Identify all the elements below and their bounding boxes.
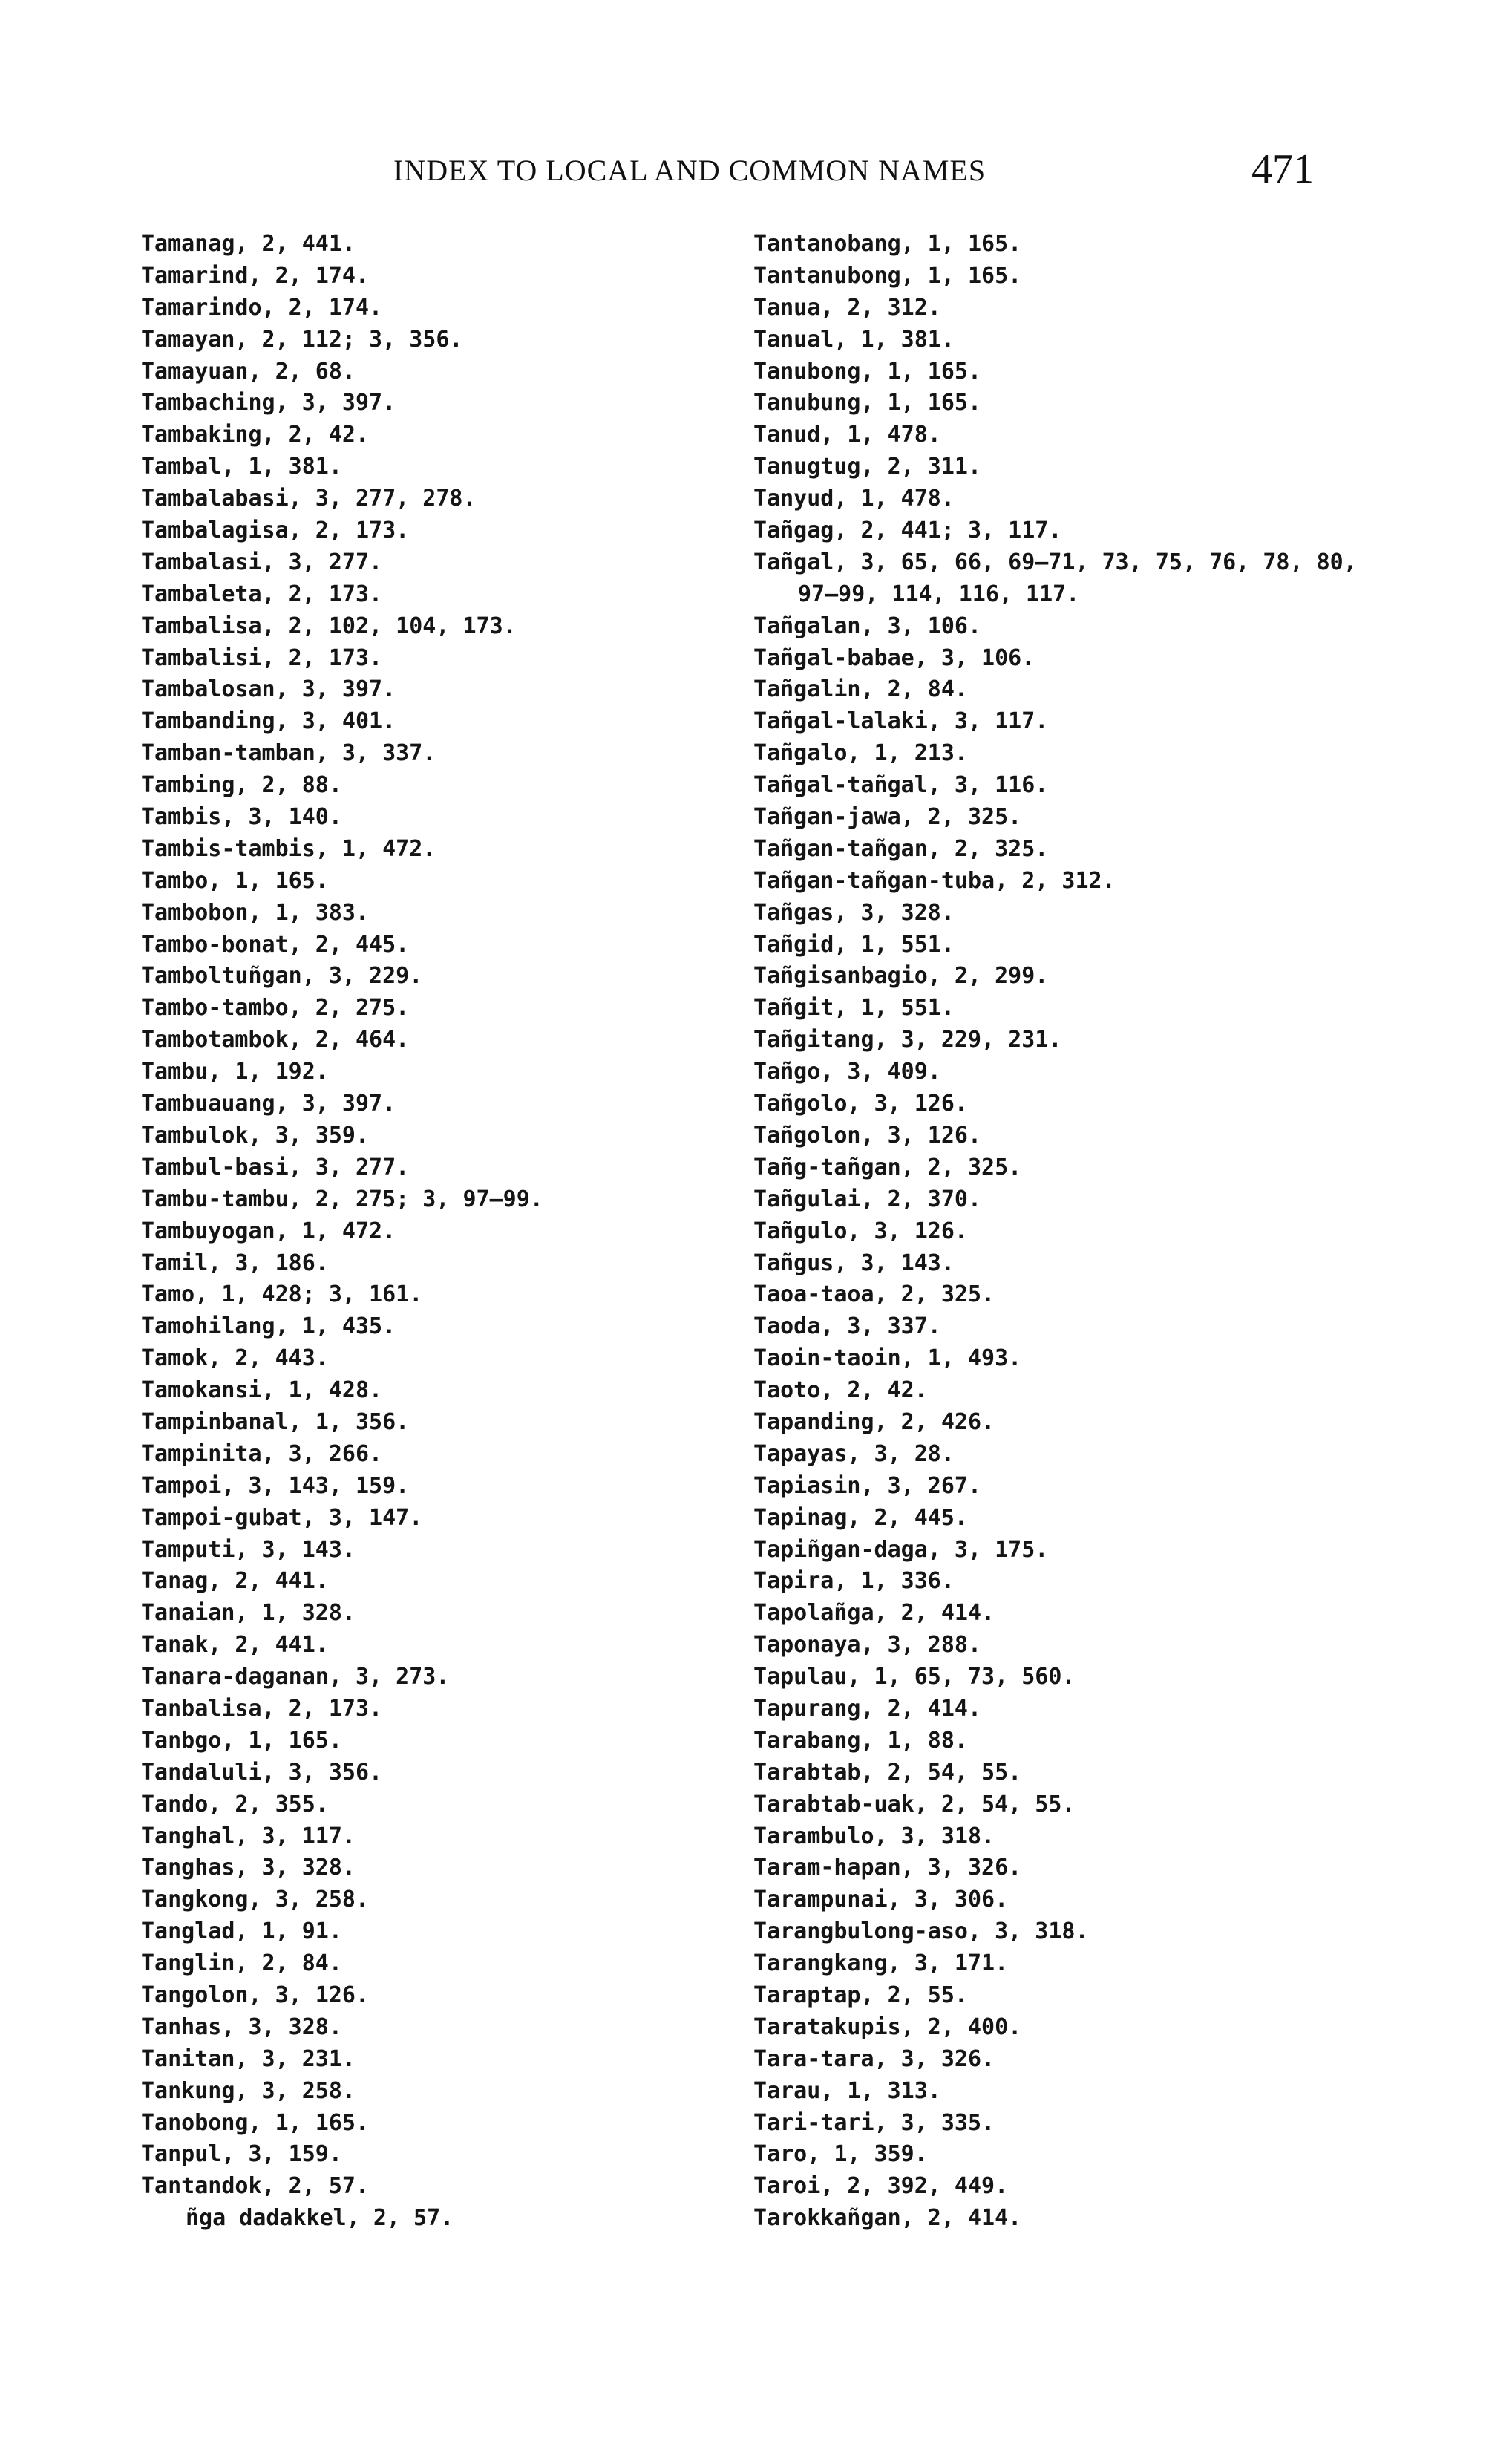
index-entry: Tañgalo, 1, 213.: [753, 740, 968, 767]
index-entry: Tambanding, 3, 401.: [141, 708, 396, 735]
index-entry: Tambalagisa, 2, 173.: [141, 517, 410, 544]
index-entry: Tapayas, 3, 28.: [753, 1440, 955, 1467]
index-entry: Tarabang, 1, 88.: [753, 1727, 968, 1754]
index-entry: Tapiñgan-daga, 3, 175.: [753, 1536, 1049, 1563]
index-entry: Tamo, 1, 428; 3, 161.: [141, 1281, 423, 1308]
index-entry: Tambuauang, 3, 397.: [141, 1091, 396, 1117]
index-entry: Tambis-tambis, 1, 472.: [141, 835, 436, 862]
index-entry: Tañgo, 3, 409.: [753, 1059, 941, 1085]
index-entry: Tanglin, 2, 84.: [141, 1950, 342, 1977]
index-entry: Tankung, 3, 258.: [141, 2077, 356, 2104]
index-entry: Tampinbanal, 1, 356.: [141, 1408, 410, 1435]
index-entry: Tanaian, 1, 328.: [141, 1600, 356, 1627]
index-entry: Tarampunai, 3, 306.: [753, 1886, 1009, 1913]
index-entry: Taoto, 2, 42.: [753, 1377, 928, 1404]
index-entry: Tambalisa, 2, 102, 104, 173.: [141, 612, 517, 639]
index-entry: Tamayuan, 2, 68.: [141, 358, 356, 385]
page-title: INDEX TO LOCAL AND COMMON NAMES: [393, 154, 986, 187]
index-entry: Taratakupis, 2, 400.: [753, 2013, 1022, 2040]
page-header: [0, 146, 1512, 205]
index-entry: Tari-tari, 3, 335.: [753, 2109, 995, 2136]
index-entry: Tañgulo, 3, 126.: [753, 1218, 968, 1244]
index-entry: Tañgan-jawa, 2, 325.: [753, 804, 1022, 831]
index-entry: Tapurang, 2, 414.: [753, 1695, 982, 1722]
index-entry: Tambaching, 3, 397.: [141, 390, 396, 416]
index-entry: Tampoi, 3, 143, 159.: [141, 1472, 410, 1499]
index-entry: Tanara-daganan, 3, 273.: [141, 1664, 450, 1690]
index-entry: Tañgus, 3, 143.: [753, 1250, 955, 1276]
index-entry: Tambo, 1, 165.: [141, 867, 329, 894]
index-entry: Tarangbulong-aso, 3, 318.: [753, 1918, 1089, 1945]
index-entry: Tanghas, 3, 328.: [141, 1855, 356, 1881]
index-entry: Tanud, 1, 478.: [753, 422, 941, 448]
index-entry: Tando, 2, 355.: [141, 1791, 329, 1817]
index-entry: Tambal, 1, 381.: [141, 454, 342, 480]
index-entry: Tañgalan, 3, 106.: [753, 612, 982, 639]
index-entry: Tanak, 2, 441.: [141, 1632, 329, 1659]
index-entry: Tantanobang, 1, 165.: [753, 231, 1022, 257]
index-entry: Tapinag, 2, 445.: [753, 1504, 968, 1531]
index-entry: Tamil, 3, 186.: [141, 1250, 329, 1276]
index-entry: Tandaluli, 3, 356.: [141, 1759, 383, 1786]
index-entry: Tarokkañgan, 2, 414.: [753, 2205, 1022, 2232]
index-entry: Tamokansi, 1, 428.: [141, 1377, 383, 1404]
index-entry: Tanugtug, 2, 311.: [753, 454, 982, 480]
index-entry: Tarambulo, 3, 318.: [753, 1823, 995, 1849]
index-entry: Tapiasin, 3, 267.: [753, 1472, 982, 1499]
index-entry: Tambotambok, 2, 464.: [141, 1027, 410, 1054]
index-entry: Tambalabasi, 3, 277, 278.: [141, 486, 477, 512]
index-entry: Tamanag, 2, 441.: [141, 231, 356, 257]
index-entry: Tara-tara, 3, 326.: [753, 2045, 995, 2072]
index-entry: Tanghal, 3, 117.: [141, 1823, 356, 1849]
index-entry: Tambaking, 2, 42.: [141, 422, 370, 448]
index-entry: Tañgitang, 3, 229, 231.: [753, 1027, 1062, 1054]
index-entry: Tanhas, 3, 328.: [141, 2013, 342, 2040]
index-entry: Tanitan, 3, 231.: [141, 2045, 356, 2072]
index-entry: Tangkong, 3, 258.: [141, 1886, 370, 1913]
index-entry: Tarabtab, 2, 54, 55.: [753, 1759, 1022, 1786]
index-entry: Taoin-taoin, 1, 493.: [753, 1345, 1022, 1372]
index-entry: Tambo-tambo, 2, 275.: [141, 995, 410, 1022]
index-entry: Tañgalin, 2, 84.: [753, 676, 968, 703]
index-entry: Tañgan-tañgan-tuba, 2, 312.: [753, 867, 1116, 894]
index-entry: Tantandok, 2, 57.: [141, 2173, 370, 2200]
index-entry: Taponaya, 3, 288.: [753, 1632, 982, 1659]
index-entry: Tañgal-babae, 3, 106.: [753, 644, 1035, 671]
index-entry: Tambo-bonat, 2, 445.: [141, 931, 410, 958]
index-entry: Tamohilang, 1, 435.: [141, 1313, 396, 1340]
index-entry: Tañgal, 3, 65, 66, 69–71, 73, 75, 76, 78, 80,: [753, 549, 1357, 575]
index-entry: Tañgit, 1, 551.: [753, 995, 955, 1022]
left-index-column: [141, 229, 750, 2235]
index-entry: Tanubung, 1, 165.: [753, 390, 982, 416]
index-entry: Tangolon, 3, 126.: [141, 1982, 370, 2008]
index-entry: Tañgolo, 3, 126.: [753, 1091, 968, 1117]
index-entry: Tañgolon, 3, 126.: [753, 1122, 982, 1149]
index-entry: Taram-hapan, 3, 326.: [753, 1855, 1022, 1881]
index-entry: Taro, 1, 359.: [753, 2141, 928, 2168]
index-entry: Taraptap, 2, 55.: [753, 1982, 968, 2008]
index-entry: Tanual, 1, 381.: [753, 326, 955, 353]
index-entry: Tanbgo, 1, 165.: [141, 1727, 342, 1754]
index-entry: Tanpul, 3, 159.: [141, 2141, 342, 2168]
index-entry: Tambu, 1, 192.: [141, 1059, 329, 1085]
index-entry: Tarau, 1, 313.: [753, 2077, 941, 2104]
index-entry: Tañgas, 3, 328.: [753, 899, 955, 926]
index-entry: Tambulok, 3, 359.: [141, 1122, 370, 1149]
index-entry: Tarangkang, 3, 171.: [753, 1950, 1009, 1977]
index-entry: Tapira, 1, 336.: [753, 1568, 955, 1595]
index-entry: Tamarind, 2, 174.: [141, 262, 370, 289]
index-entry: Taoda, 3, 337.: [753, 1313, 941, 1340]
index-entry: Tanglad, 1, 91.: [141, 1918, 342, 1945]
index-entry: Tambis, 3, 140.: [141, 804, 342, 831]
index-entry: Tanbalisa, 2, 173.: [141, 1695, 383, 1722]
index-entry: Tambuyogan, 1, 472.: [141, 1218, 396, 1244]
index-entry: Tamboltuñgan, 3, 229.: [141, 963, 423, 990]
index-entry: Tañgan-tañgan, 2, 325.: [753, 835, 1049, 862]
index-entry: Tañgal-lalaki, 3, 117.: [753, 708, 1049, 735]
index-entry: Tanobong, 1, 165.: [141, 2109, 370, 2136]
index-entry: Tapulau, 1, 65, 73, 560.: [753, 1664, 1076, 1690]
index-entry: Tanubong, 1, 165.: [753, 358, 982, 385]
index-entry: Tañg-tañgan, 2, 325.: [753, 1154, 1022, 1180]
index-entry: Taoa-taoa, 2, 325.: [753, 1281, 995, 1308]
index-entry: Tambalasi, 3, 277.: [141, 549, 383, 575]
index-entry: Tantanubong, 1, 165.: [753, 262, 1022, 289]
index-entry: Tambaleta, 2, 173.: [141, 581, 383, 607]
page-number: 471: [1251, 146, 1314, 192]
index-entry: Tanag, 2, 441.: [141, 1568, 329, 1595]
right-index-column: [753, 229, 1496, 2235]
index-entry: Tambalisi, 2, 173.: [141, 644, 383, 671]
index-entry: Tañgulai, 2, 370.: [753, 1186, 982, 1212]
index-entry: Tambul-basi, 3, 277.: [141, 1154, 410, 1180]
index-entry: Tañgisanbagio, 2, 299.: [753, 963, 1049, 990]
index-entry: Tamban-tamban, 3, 337.: [141, 740, 436, 767]
index-entry: Tañgal-tañgal, 3, 116.: [753, 772, 1049, 799]
index-entry: Tamputi, 3, 143.: [141, 1536, 356, 1563]
index-entry: Tambobon, 1, 383.: [141, 899, 370, 926]
index-entry: Tambu-tambu, 2, 275; 3, 97–99.: [141, 1186, 543, 1212]
index-entry-continuation: ñga dadakkel, 2, 57.: [186, 2205, 454, 2232]
index-entry: Tampoi-gubat, 3, 147.: [141, 1504, 423, 1531]
index-entry-continuation: 97–99, 114, 116, 117.: [798, 581, 1080, 607]
index-entry: Tanua, 2, 312.: [753, 294, 941, 321]
index-entry: Tambing, 2, 88.: [141, 772, 342, 799]
index-entry: Tapolañga, 2, 414.: [753, 1600, 995, 1627]
index-entry: Tañgag, 2, 441; 3, 117.: [753, 517, 1062, 544]
index-entry: Tapanding, 2, 426.: [753, 1408, 995, 1435]
index-entry: Tamarindo, 2, 174.: [141, 294, 383, 321]
index-entry: Tamayan, 2, 112; 3, 356.: [141, 326, 463, 353]
index-entry: Tambalosan, 3, 397.: [141, 676, 396, 703]
index-entry: Tañgid, 1, 551.: [753, 931, 955, 958]
index-entry: Taroi, 2, 392, 449.: [753, 2173, 1009, 2200]
index-entry: Tanyud, 1, 478.: [753, 486, 955, 512]
index-entry: Tampinita, 3, 266.: [141, 1440, 383, 1467]
index-entry: Tamok, 2, 443.: [141, 1345, 329, 1372]
index-entry: Tarabtab-uak, 2, 54, 55.: [753, 1791, 1076, 1817]
